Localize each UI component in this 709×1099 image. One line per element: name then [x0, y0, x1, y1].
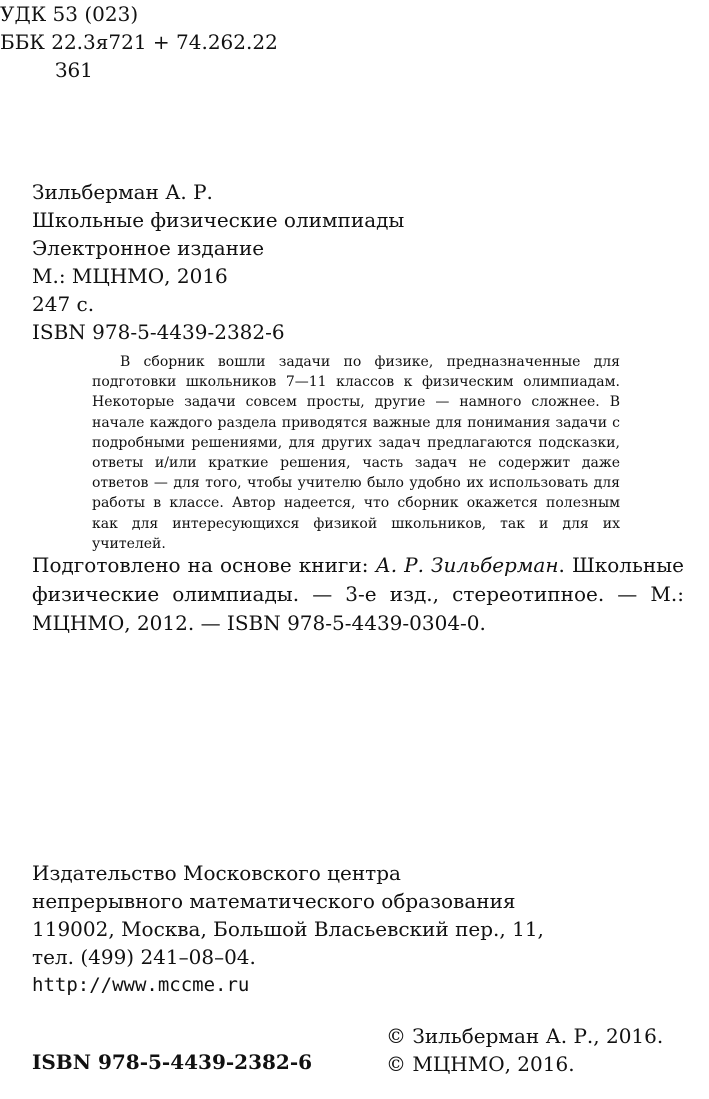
book-author: Зильберман А. Р.: [32, 180, 213, 204]
page-count: 247 с.: [32, 292, 95, 316]
based-on-prefix: Подготовлено на основе книги:: [32, 553, 376, 577]
isbn: ISBN 978-5-4439-2382-6: [32, 320, 285, 344]
edition-note: Электронное издание: [32, 236, 265, 260]
book-title: Школьные физические олимпиады: [32, 208, 405, 232]
copyright-author: © Зильберман А. Р., 2016.: [386, 1024, 664, 1048]
author-sign-code: З61: [55, 58, 93, 82]
publisher-address: 119002, Москва, Большой Власьевский пер., 11,: [32, 917, 544, 941]
publisher-phone: тел. (499) 241–08–04.: [32, 945, 256, 969]
bbk-code: ББК 22.3я721 + 74.262.22: [0, 30, 278, 54]
udk-code: УДК 53 (023): [0, 2, 139, 26]
copyright-notices: [386, 1022, 663, 1078]
based-on-details: . Школьные физические олимпиады. — 3-е изд., стереотипное. — М.: МЦНМО, 2012. — ISBN 978-5-4439-0304-0.: [32, 553, 684, 635]
footer-isbn: ISBN 978-5-4439-2382-6: [32, 1050, 313, 1074]
publisher-name-line2: непрерывного математического образования: [32, 889, 516, 913]
based-on-author: А. Р. Зильберман: [375, 553, 559, 577]
annotation-paragraph: В сборник вошли задачи по физике, предназначенные для подготовки школьников 7—11 классов к физическим олимпиадам. Некоторые задачи совсем просты, другие — намного сложнее. В начале каждого раздела приводятся важные для понимания задачи с подробными решениями, для других задач предлагаются подсказки, ответы и/или краткие решения, часть задач не содержит даже ответов — для того, чтобы учителю было удобно их использовать для работы в классе. Автор надеется, что сборник окажется полезным как для интересующихся физикой школьников, так и для их учителей.: [92, 354, 620, 552]
publisher-name-line1: Издательство Московского центра: [32, 861, 401, 885]
imprint: М.: МЦНМО, 2016: [32, 264, 228, 288]
publisher-info: [32, 859, 544, 999]
based-on-note: [32, 551, 684, 638]
bibliographic-record: [32, 178, 404, 346]
publisher-website-link[interactable]: http://www.mccme.ru: [32, 974, 250, 996]
classification-codes: [0, 0, 709, 84]
copyright-publisher: © МЦНМО, 2016.: [386, 1052, 575, 1076]
